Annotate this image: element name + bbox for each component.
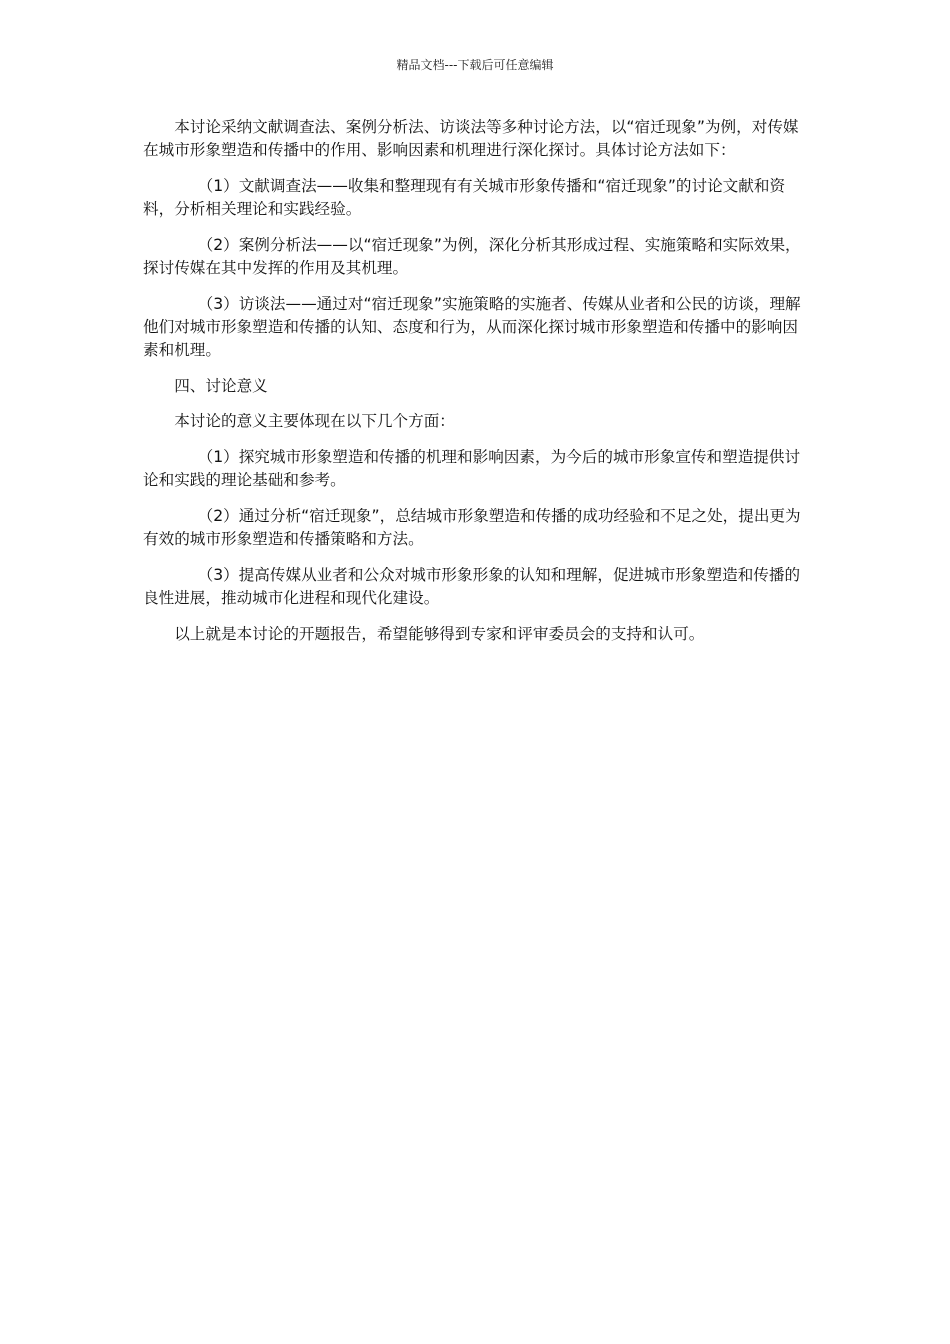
significance-intro: 本讨论的意义主要体现在以下几个方面： xyxy=(174,412,455,430)
intro-paragraph: 本讨论采纳文献调查法、案例分析法、访谈法等多种讨论方法，以“宿迁现象”为例，对传媒在城市形象塑造和传播中的作用、影响因素和机理进行深化探讨。具体讨论方法如下： xyxy=(143,118,799,159)
significance-item-2: （2）通过分析“宿迁现象”，总结城市形象塑造和传播的成功经验和不足之处，提出更为有效的城市形象塑造和传播策略和方法。 xyxy=(143,507,801,548)
significance-item-3: （3）提高传媒从业者和公众对城市形象形象的认知和理解，促进城市形象塑造和传播的良性进展，推动城市化进程和现代化建设。 xyxy=(143,566,801,607)
page-header: 精品文档---下载后可任意编辑 xyxy=(396,58,554,72)
conclusion-paragraph: 以上就是本讨论的开题报告，希望能够得到专家和评审委员会的支持和认可。 xyxy=(174,625,705,643)
section-heading: 四、讨论意义 xyxy=(174,377,268,395)
method-item-3: （3）访谈法——通过对“宿迁现象”实施策略的实施者、传媒从业者和公民的访谈，理解他们对城市形象塑造和传播的认知、态度和行为，从而深化探讨城市形象塑造和传播中的影响因素和机理。 xyxy=(143,295,801,359)
method-item-2: （2）案例分析法——以“宿迁现象”为例，深化分析其形成过程、实施策略和实际效果，探讨传媒在其中发挥的作用及其机理。 xyxy=(143,236,801,277)
document-body xyxy=(143,116,809,659)
method-item-1: （1）文献调查法——收集和整理现有有关城市形象传播和“宿迁现象”的讨论文献和资料，分析相关理论和实践经验。 xyxy=(143,177,786,218)
significance-item-1: （1）探究城市形象塑造和传播的机理和影响因素，为今后的城市形象宣传和塑造提供讨论和实践的理论基础和参考。 xyxy=(143,448,801,489)
